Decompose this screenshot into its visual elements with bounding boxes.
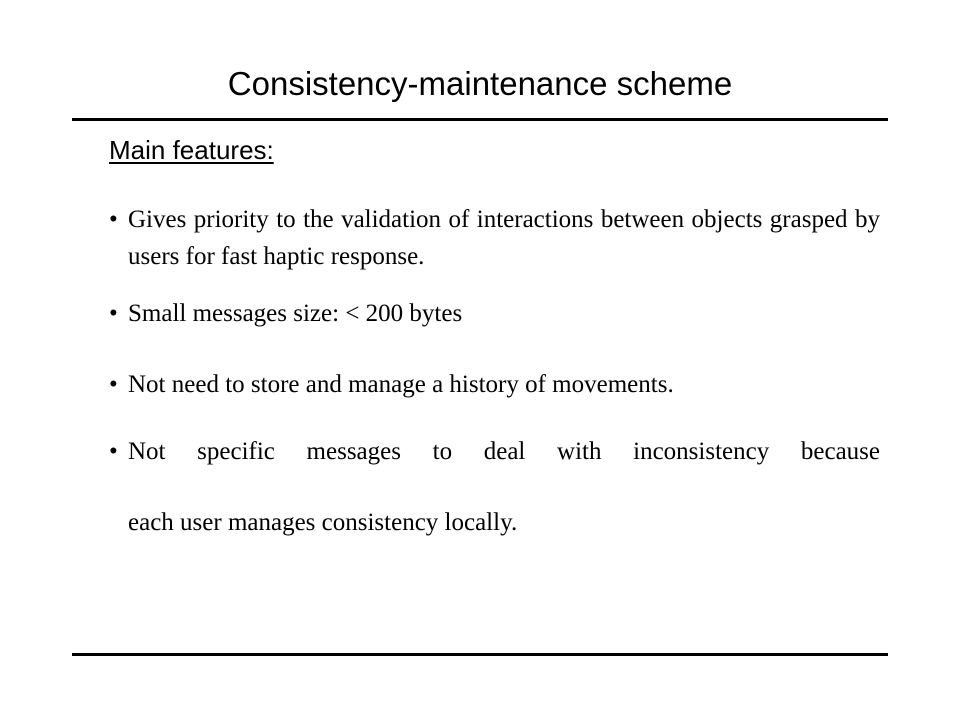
bullet-icon: • xyxy=(109,438,118,465)
bullet-item-inconsistency xyxy=(109,433,880,470)
bullet-icon: • xyxy=(109,206,118,233)
slide-title: Consistency-maintenance scheme xyxy=(227,65,733,102)
bullet-item-priority xyxy=(109,201,880,275)
bullet-icon: • xyxy=(109,371,118,398)
top-divider xyxy=(72,118,888,121)
bullet-text: Not specific messages to deal with inconsistency because xyxy=(128,438,880,465)
bullet-continuation-text: each user manages consistency locally. xyxy=(128,509,518,536)
bullet-text: Not need to store and manage a history of movements. xyxy=(128,371,674,398)
bullet-item-message-size xyxy=(109,295,880,332)
section-heading: Main features: xyxy=(109,135,274,165)
bullet-item-history xyxy=(109,366,880,403)
bullet-text: Small messages size: < 200 bytes xyxy=(128,300,463,327)
bullet-text: Gives priority to the validation of interactions between objects grasped by users for fast haptic response. xyxy=(128,206,880,270)
bottom-divider xyxy=(72,653,888,656)
bullet-icon: • xyxy=(109,300,118,327)
